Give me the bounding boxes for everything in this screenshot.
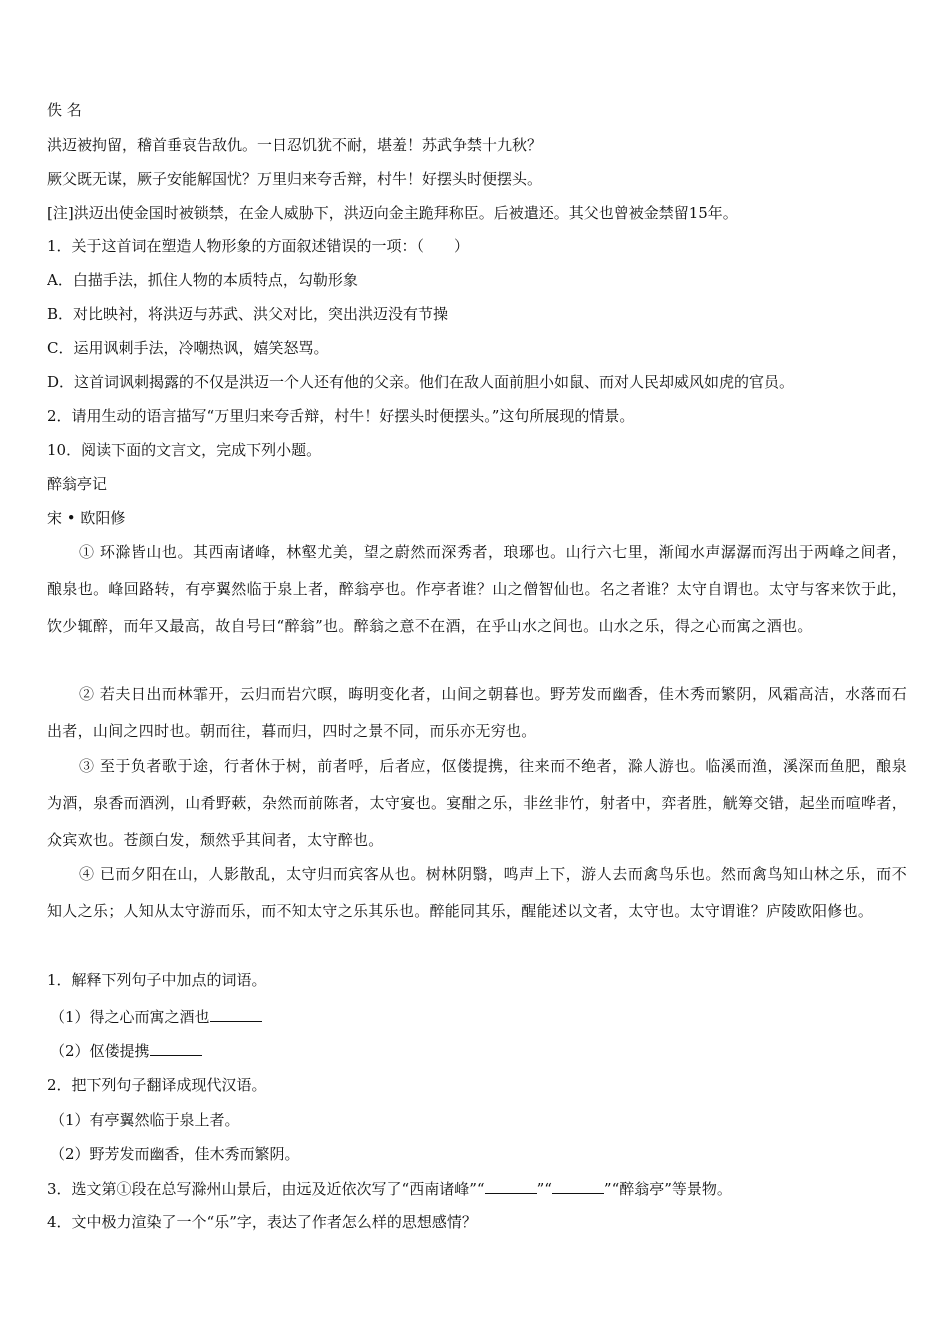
- essay-title: 醉翁亭记: [47, 475, 108, 493]
- sub-question-1-item-1-text: （1）得之心而寓之酒也: [50, 1008, 210, 1026]
- sub-question-1-item-2: [50, 1040, 910, 1061]
- sub-question-3: [47, 1178, 907, 1199]
- answer-blank[interactable]: [210, 1006, 262, 1022]
- answer-blank[interactable]: [150, 1040, 202, 1056]
- question-1-option-a: A．白描手法，抓住人物的本质特点，勾勒形象: [47, 271, 358, 289]
- question-1-option-b: B．对比映衬，将洪迈与苏武、洪父对比，突出洪迈没有节操: [47, 305, 449, 323]
- essay-paragraph-1: ① 环滁皆山也。其西南诸峰，林壑尤美，望之蔚然而深秀者，琅琊也。山行六七里，渐闻水声潺潺而泻出于两峰之间者，酿泉也。峰回路转，有亭翼然临于泉上者，醉翁亭也。作亭者谁？山之僧智仙也。名之者谁？太守自谓也。太守与客来饮于此，饮少辄醉，而年又最高，故自号曰“醉翁”也。醉翁之意不在酒，在乎山水之间也。山水之乐，得之心而寓之酒也。: [47, 543, 907, 635]
- question-10-intro: 10．阅读下面的文言文，完成下列小题。: [47, 441, 322, 459]
- sub-question-3-part-2: ”“: [536, 1180, 552, 1198]
- poem-author: 佚 名: [47, 101, 82, 119]
- sub-question-2-item-2: （2）野芳发而幽香，佳木秀而繁阴。: [50, 1145, 300, 1163]
- answer-blank[interactable]: [485, 1178, 537, 1194]
- answer-blank[interactable]: [552, 1178, 604, 1194]
- poem-note: [注]洪迈出使金国时被锁禁，在金人威胁下，洪迈向金主跪拜称臣。后被遣还。其父也曾被金禁留15年。: [47, 204, 738, 222]
- essay-paragraph-2: ② 若夫日出而林霏开，云归而岩穴暝，晦明变化者，山间之朝暮也。野芳发而幽香，佳木秀而繁阴，风霜高洁，水落而石出者，山间之四时也。朝而往，暮而归，四时之景不同，而乐亦无穷也。: [47, 685, 907, 740]
- essay-author: 宋 • 欧阳修: [47, 509, 126, 527]
- sub-question-2-stem: 2．把下列句子翻译成现代汉语。: [47, 1076, 267, 1094]
- sub-question-1-item-1: [50, 1006, 910, 1027]
- sub-question-3-part-1: 3．选文第①段在总写滁州山景后，由远及近依次写了“西南诸峰”“: [47, 1180, 485, 1198]
- poem-line-2: 厥父既无谋，厥子安能解国忧？万里归来夸舌辩，村牛！好摆头时便摆头。: [47, 170, 543, 188]
- question-1-stem: 1．关于这首词在塑造人物形象的方面叙述错误的一项：（ ）: [47, 237, 470, 255]
- sub-question-3-part-3: ”“醉翁亭”等景物。: [603, 1180, 732, 1198]
- poem-line-1: 洪迈被拘留，稽首垂哀告敌仇。一日忍饥犹不耐，堪羞！苏武争禁十九秋？: [47, 136, 543, 154]
- essay-paragraph-4: ④ 已而夕阳在山，人影散乱，太守归而宾客从也。树林阴翳，鸣声上下，游人去而禽鸟乐也。然而禽鸟知山林之乐，而不知人之乐；人知从太守游而乐，而不知太守之乐其乐也。醉能同其乐，醒能述以文者，太守也。太守谓谁？庐陵欧阳修也。: [47, 865, 907, 920]
- sub-question-4: 4．文中极力渲染了一个“乐”字，表达了作者怎么样的思想感情？: [47, 1213, 477, 1231]
- question-1-option-d: D．这首词讽刺揭露的不仅是洪迈一个人还有他的父亲。他们在敌人面前胆小如鼠、而对人民却威风如虎的官员。: [47, 373, 795, 391]
- sub-question-1-item-2-text: （2）伛偻提携: [50, 1042, 150, 1060]
- sub-question-1-stem: 1．解释下列句子中加点的词语。: [47, 971, 267, 989]
- question-1-option-c: C．运用讽刺手法，冷嘲热讽，嬉笑怒骂。: [47, 339, 329, 357]
- essay-paragraph-3: ③ 至于负者歌于途，行者休于树，前者呼，后者应，伛偻提携，往来而不绝者，滁人游也。临溪而渔，溪深而鱼肥，酿泉为酒，泉香而酒洌，山肴野蔌，杂然而前陈者，太守宴也。宴酣之乐，非丝非竹，射者中，弈者胜，觥筹交错，起坐而喧哗者，众宾欢也。苍颜白发，颓然乎其间者，太守醉也。: [47, 757, 907, 849]
- question-2-stem: 2．请用生动的语言描写“万里归来夸舌辩，村牛！好摆头时便摆头。”这句所展现的情景。: [47, 407, 635, 425]
- sub-question-2-item-1: （1）有亭翼然临于泉上者。: [50, 1111, 240, 1129]
